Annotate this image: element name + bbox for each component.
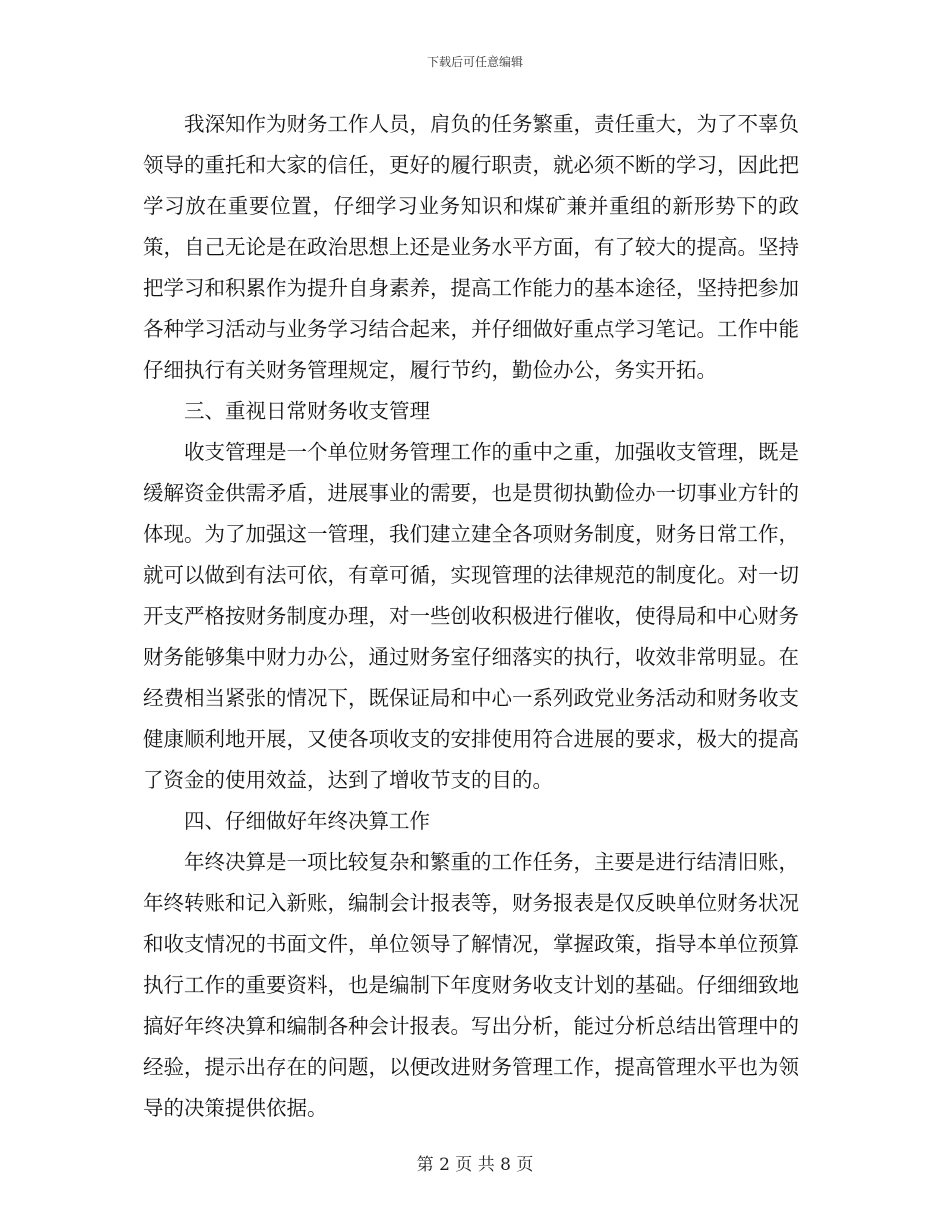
paragraph-study: 我深知作为财务工作人员，肩负的任务繁重，责任重大，为了不辜负领导的重托和大家的信任，更好的履行职责，就必须不断的学习，因此把学习放在重要位置，仔细学习业务知识和煤矿兼并重组的新形势下的政策，自己无论是在政治思想上还是业务水平方面，有了较大的提高。坚持把学习和积累作为提升自身素养，提高工作能力的基本途径，坚持把参加各种学习活动与业务学习结合起来，并仔细做好重点学习笔记。工作中能仔细执行有关财务管理规定，履行节约，勤俭办公，务实开拓。 [143, 112, 799, 382]
section-heading-3: 三、重视日常财务收支管理 [184, 399, 430, 423]
page-header-note: 下载后可任意编辑 [426, 55, 523, 69]
section-heading-4: 四、仔细做好年终决算工作 [184, 809, 430, 833]
paragraph-income-expense: 收支管理是一个单位财务管理工作的重中之重，加强收支管理，既是缓解资金供需矛盾，进展事业的需要，也是贯彻执勤俭办一切事业方针的体现。为了加强这一管理，我们建立建全各项财务制度，财务日常工作，就可以做到有法可依，有章可循，实现管理的法律规范的制度化。对一切开支严格按财务制度办理，对一些创收积极进行催收，使得局和中心财务财务能够集中财力办公，通过财务室仔细落实的执行，收效非常明显。在经费相当紧张的情况下，既保证局和中心一系列政党业务活动和财务收支健康顺利地开展，又使各项收支的安排使用符合进展的要求，极大的提高了资金的使用效益，达到了增收节支的目的。 [143, 440, 799, 792]
paragraph-year-end: 年终决算是一项比较复杂和繁重的工作任务，主要是进行结清旧账，年终转账和记入新账，编制会计报表等，财务报表是仅反映单位财务状况和收支情况的书面文件，单位领导了解情况，掌握政策，指导本单位预算执行工作的重要资料，也是编制下年度财务收支计划的基础。仔细细致地搞好年终决算和编制各种会计报表。写出分析，能过分析总结出管理中的经验，提示出存在的问题，以便改进财务管理工作，提高管理水平也为领导的决策提供依据。 [143, 850, 799, 1120]
page-number: 第 2 页 共 8 页 [416, 1155, 534, 1175]
document-body [143, 104, 799, 1129]
